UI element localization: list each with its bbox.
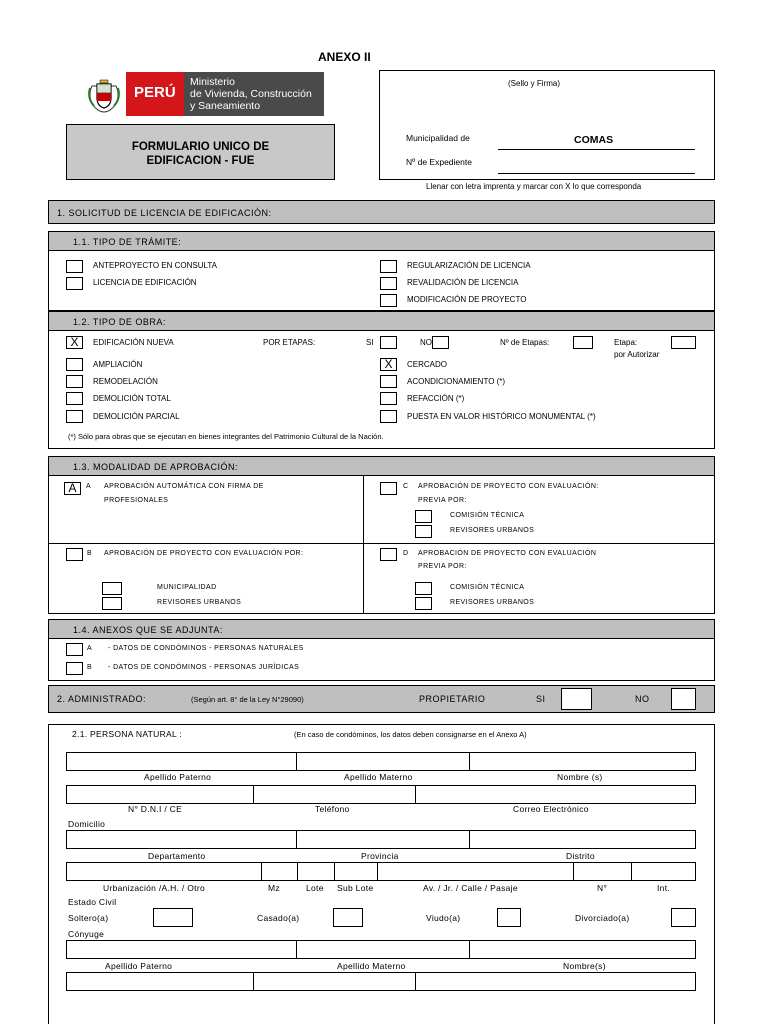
d-comision-label: COMISIÓN TÉCNICA	[450, 584, 525, 591]
c-revisores-label: REVISORES URBANOS	[450, 527, 535, 534]
field-telefono[interactable]	[253, 785, 416, 804]
modalidad-a-line-1: APROBACIÓN AUTOMÁTICA CON FIRMA DE	[104, 483, 264, 490]
label-interior: Int.	[657, 883, 671, 893]
checkbox-demolicion-parcial[interactable]	[66, 410, 83, 423]
label-apellido-paterno: Apellido Paterno	[144, 772, 212, 782]
field-conyuge-nombres[interactable]	[469, 940, 696, 959]
option-remodelacion: REMODELACIÓN	[93, 377, 158, 386]
obra-note: (*) Sólo para obras que se ejecutan en bienes integrantes del Patrimonio Cultural de la Nación.	[68, 432, 384, 441]
label-conyuge-materno: Apellido Materno	[337, 961, 406, 971]
option-demolicion-parcial: DEMOLICIÓN PARCIAL	[93, 412, 180, 421]
checkbox-anexo-a[interactable]	[66, 643, 83, 656]
label-soltero: Soltero(a)	[68, 913, 109, 923]
ministry-line-3: y Saneamiento	[190, 100, 261, 112]
owner-yes-label: SI	[536, 694, 546, 704]
field-apellido-materno[interactable]	[296, 752, 470, 771]
label-provincia: Provincia	[361, 851, 399, 861]
field-interior[interactable]	[631, 862, 696, 881]
section-2-title: 2. ADMINISTRADO:	[57, 694, 147, 704]
field-distrito[interactable]	[469, 830, 696, 849]
checkbox-modalidad-b[interactable]	[66, 548, 83, 561]
modalidad-c-line-1: APROBACIÓN DE PROYECTO CON EVALUACIÓN:	[418, 483, 599, 490]
file-number-field[interactable]	[498, 157, 695, 174]
label-viudo: Viudo(a)	[426, 913, 461, 923]
stages-no-label: NO	[420, 338, 432, 347]
owner-yes-checkbox[interactable]	[561, 688, 592, 710]
stage-authorize-field[interactable]	[671, 336, 696, 349]
label-domicilio: Domicilio	[68, 819, 106, 829]
annex-title: ANEXO II	[318, 50, 371, 64]
checkbox-b-revisores[interactable]	[102, 597, 122, 610]
checkbox-ampliacion[interactable]	[66, 358, 83, 371]
section-2-header	[48, 685, 715, 713]
checkbox-c-comision[interactable]	[415, 510, 432, 523]
checkbox-stages-no[interactable]	[432, 336, 449, 349]
checkbox-demolicion-total[interactable]	[66, 392, 83, 405]
checkbox-casado[interactable]	[333, 908, 363, 927]
field-conyuge-dni[interactable]	[66, 972, 254, 991]
field-conyuge-materno[interactable]	[296, 940, 470, 959]
modalidad-b-letter: B	[87, 550, 93, 557]
checkbox-viudo[interactable]	[497, 908, 521, 927]
num-stages-label: Nº de Etapas:	[500, 338, 550, 347]
modalidad-b-line-1: APROBACIÓN DE PROYECTO CON EVALUACIÓN POR:	[104, 550, 304, 557]
checkbox-edificacion-nueva[interactable]: X	[66, 336, 83, 349]
option-modificacion: MODIFICACIÓN DE PROYECTO	[407, 295, 527, 304]
field-urbanizacion[interactable]	[66, 862, 262, 881]
modalidad-divider-h	[48, 543, 715, 544]
checkbox-divorciado[interactable]	[671, 908, 696, 927]
checkbox-modalidad-d[interactable]	[380, 548, 397, 561]
label-avenida: Av. / Jr. / Calle / Pasaje	[423, 883, 518, 893]
anexo-a-text: - DATOS DE CONDÓMINOS - PERSONAS NATURALES	[108, 645, 304, 652]
modalidad-d-line-1: APROBACIÓN DE PROYECTO CON EVALUACIÓN	[418, 550, 597, 557]
owner-label: PROPIETARIO	[419, 694, 486, 704]
checkbox-cercado[interactable]: X	[380, 358, 397, 371]
label-apellido-materno: Apellido Materno	[344, 772, 413, 782]
modalidad-c-letter: C	[403, 483, 409, 490]
c-comision-label: COMISIÓN TÉCNICA	[450, 512, 525, 519]
checkbox-revalidacion[interactable]	[380, 277, 397, 290]
stages-yes-label: SI	[366, 338, 374, 347]
field-dni[interactable]	[66, 785, 254, 804]
checkbox-puesta-en-valor[interactable]	[380, 410, 397, 423]
persona-natural-note: (En caso de condóminos, los datos deben consignarse en el Anexo A)	[294, 730, 527, 739]
checkbox-stages-yes[interactable]	[380, 336, 397, 349]
stage-authorize-line-2: por Autorizar	[614, 350, 660, 359]
checkbox-b-municipalidad[interactable]	[102, 582, 122, 595]
anexos-header	[48, 619, 715, 639]
checkbox-c-revisores[interactable]	[415, 525, 432, 538]
checkbox-remodelacion[interactable]	[66, 375, 83, 388]
checkbox-anteproyecto[interactable]	[66, 260, 83, 273]
anexo-a-letter: A	[87, 645, 93, 652]
peru-badge-text: PERÚ	[134, 84, 176, 101]
label-departamento: Departamento	[148, 851, 206, 861]
obra-title: 1.2. TIPO DE OBRA:	[73, 317, 166, 327]
field-numero[interactable]	[573, 862, 632, 881]
option-anteproyecto: ANTEPROYECTO EN CONSULTA	[93, 261, 218, 270]
label-correo: Correo Electrónico	[513, 804, 589, 814]
option-regularizacion: REGULARIZACIÓN DE LICENCIA	[407, 261, 531, 270]
municipality-value: COMAS	[574, 134, 614, 146]
b-revisores-label: REVISORES URBANOS	[157, 599, 242, 606]
checkbox-acondicionamiento[interactable]	[380, 375, 397, 388]
label-sublote: Sub Lote	[337, 883, 374, 893]
modalidad-title: 1.3. MODALIDAD DE APROBACIÓN:	[73, 462, 239, 472]
checkbox-d-comision[interactable]	[415, 582, 432, 595]
option-licencia: LICENCIA DE EDIFICACIÓN	[93, 278, 197, 287]
ministry-badge	[184, 72, 324, 116]
field-departamento[interactable]	[66, 830, 297, 849]
label-urbanizacion: Urbanización /A.H. / Otro	[103, 883, 205, 893]
persona-natural-title: 2.1. PERSONA NATURAL :	[72, 729, 183, 739]
peru-badge	[126, 72, 184, 116]
anexos-title: 1.4. ANEXOS QUE SE ADJUNTA:	[73, 625, 223, 635]
stages-label: POR ETAPAS:	[263, 338, 316, 347]
checkbox-anexo-b[interactable]	[66, 662, 83, 675]
b-municipalidad-label: MUNICIPALIDAD	[157, 584, 217, 591]
checkbox-regularizacion[interactable]	[380, 260, 397, 273]
ministry-line-2: de Vivienda, Construcción	[190, 88, 312, 100]
section-1-title: 1. SOLICITUD DE LICENCIA DE EDIFICACIÓN:	[57, 208, 272, 218]
checkbox-d-revisores[interactable]	[415, 597, 432, 610]
option-ampliacion: AMPLIACIÓN	[93, 360, 143, 369]
num-stages-field[interactable]	[573, 336, 593, 349]
section-2-law: (Según art. 8° de la Ley N°29090)	[191, 695, 304, 704]
field-conyuge-paterno[interactable]	[66, 940, 297, 959]
stage-authorize-line-1: Etapa:	[614, 338, 638, 347]
option-cercado: CERCADO	[407, 360, 448, 369]
checkbox-refaccion[interactable]	[380, 392, 397, 405]
field-sublote[interactable]	[334, 862, 378, 881]
option-revalidacion: REVALIDACIÓN DE LICENCIA	[407, 278, 519, 287]
label-mz: Mz	[268, 883, 280, 893]
option-refaccion: REFACCIÓN (*)	[407, 394, 465, 403]
obra-header	[48, 311, 715, 331]
checkbox-modificacion[interactable]	[380, 294, 397, 307]
seal-box	[379, 70, 715, 180]
label-conyuge-paterno: Apellido Paterno	[105, 961, 173, 971]
form-title-line-1: FORMULARIO UNICO DE	[131, 141, 270, 153]
modalidad-a-line-2: PROFESIONALES	[104, 497, 169, 504]
municipality-label: Municipalidad de	[406, 133, 470, 143]
checkbox-modalidad-a[interactable]: A	[64, 482, 81, 495]
label-dni: N° D.N.I / CE	[128, 804, 183, 814]
option-demolicion-total: DEMOLICIÓN TOTAL	[93, 394, 171, 403]
label-numero: N°	[597, 883, 608, 893]
modalidad-d-letter: D	[403, 550, 409, 557]
label-nombres: Nombre (s)	[557, 772, 603, 782]
municipality-field[interactable]	[498, 133, 695, 150]
modalidad-a-letter: A	[86, 483, 92, 490]
modalidad-d-line-2: PREVIA POR:	[418, 563, 467, 570]
label-lote: Lote	[306, 883, 324, 893]
checkbox-soltero[interactable]	[153, 908, 193, 927]
field-apellido-paterno[interactable]	[66, 752, 297, 771]
tramite-header	[48, 231, 715, 251]
field-provincia[interactable]	[296, 830, 470, 849]
checkbox-licencia[interactable]	[66, 277, 83, 290]
label-estado-civil: Estado Civil	[68, 897, 117, 907]
ministry-line-1: Ministerio	[190, 76, 235, 88]
modalidad-header	[48, 456, 715, 476]
seal-label: (Sello y Firma)	[508, 79, 561, 88]
modalidad-c-line-2: PREVIA POR:	[418, 497, 467, 504]
owner-no-checkbox[interactable]	[671, 688, 696, 710]
option-puesta-en-valor: PUESTA EN VALOR HISTÓRICO MONUMENTAL (*)	[407, 412, 596, 421]
checkbox-modalidad-c[interactable]	[380, 482, 397, 495]
option-edificacion-nueva: EDIFICACIÓN NUEVA	[93, 338, 174, 347]
field-nombres[interactable]	[469, 752, 696, 771]
label-telefono: Teléfono	[315, 804, 350, 814]
form-title-line-2: EDIFICACION - FUE	[146, 155, 255, 167]
label-divorciado: Divorciado(a)	[575, 913, 630, 923]
owner-no-label: NO	[635, 694, 650, 704]
coat-of-arms-icon	[86, 76, 122, 114]
field-avenida[interactable]	[377, 862, 574, 881]
d-revisores-label: REVISORES URBANOS	[450, 599, 535, 606]
anexo-b-text: - DATOS DE CONDÓMINOS - PERSONAS JURÍDICAS	[108, 664, 300, 671]
tramite-title: 1.1. TIPO DE TRÁMITE:	[73, 237, 182, 247]
field-mz[interactable]	[261, 862, 298, 881]
section-1-header	[48, 200, 715, 224]
modalidad-divider-v	[363, 476, 364, 614]
field-conyuge-telefono[interactable]	[253, 972, 416, 991]
field-correo[interactable]	[415, 785, 696, 804]
field-conyuge-correo[interactable]	[415, 972, 696, 991]
form-title-box	[66, 124, 335, 180]
option-acondicionamiento: ACONDICIONAMIENTO (*)	[407, 377, 506, 386]
field-lote[interactable]	[297, 862, 335, 881]
label-distrito: Distrito	[566, 851, 595, 861]
anexo-b-letter: B	[87, 664, 93, 671]
label-casado: Casado(a)	[257, 913, 300, 923]
file-number-label: Nº de Expediente	[406, 157, 472, 167]
instructions-text: Llenar con letra imprenta y marcar con X lo que corresponda	[426, 182, 642, 191]
label-conyuge: Cónyuge	[68, 929, 105, 939]
label-conyuge-nombres: Nombre(s)	[563, 961, 606, 971]
